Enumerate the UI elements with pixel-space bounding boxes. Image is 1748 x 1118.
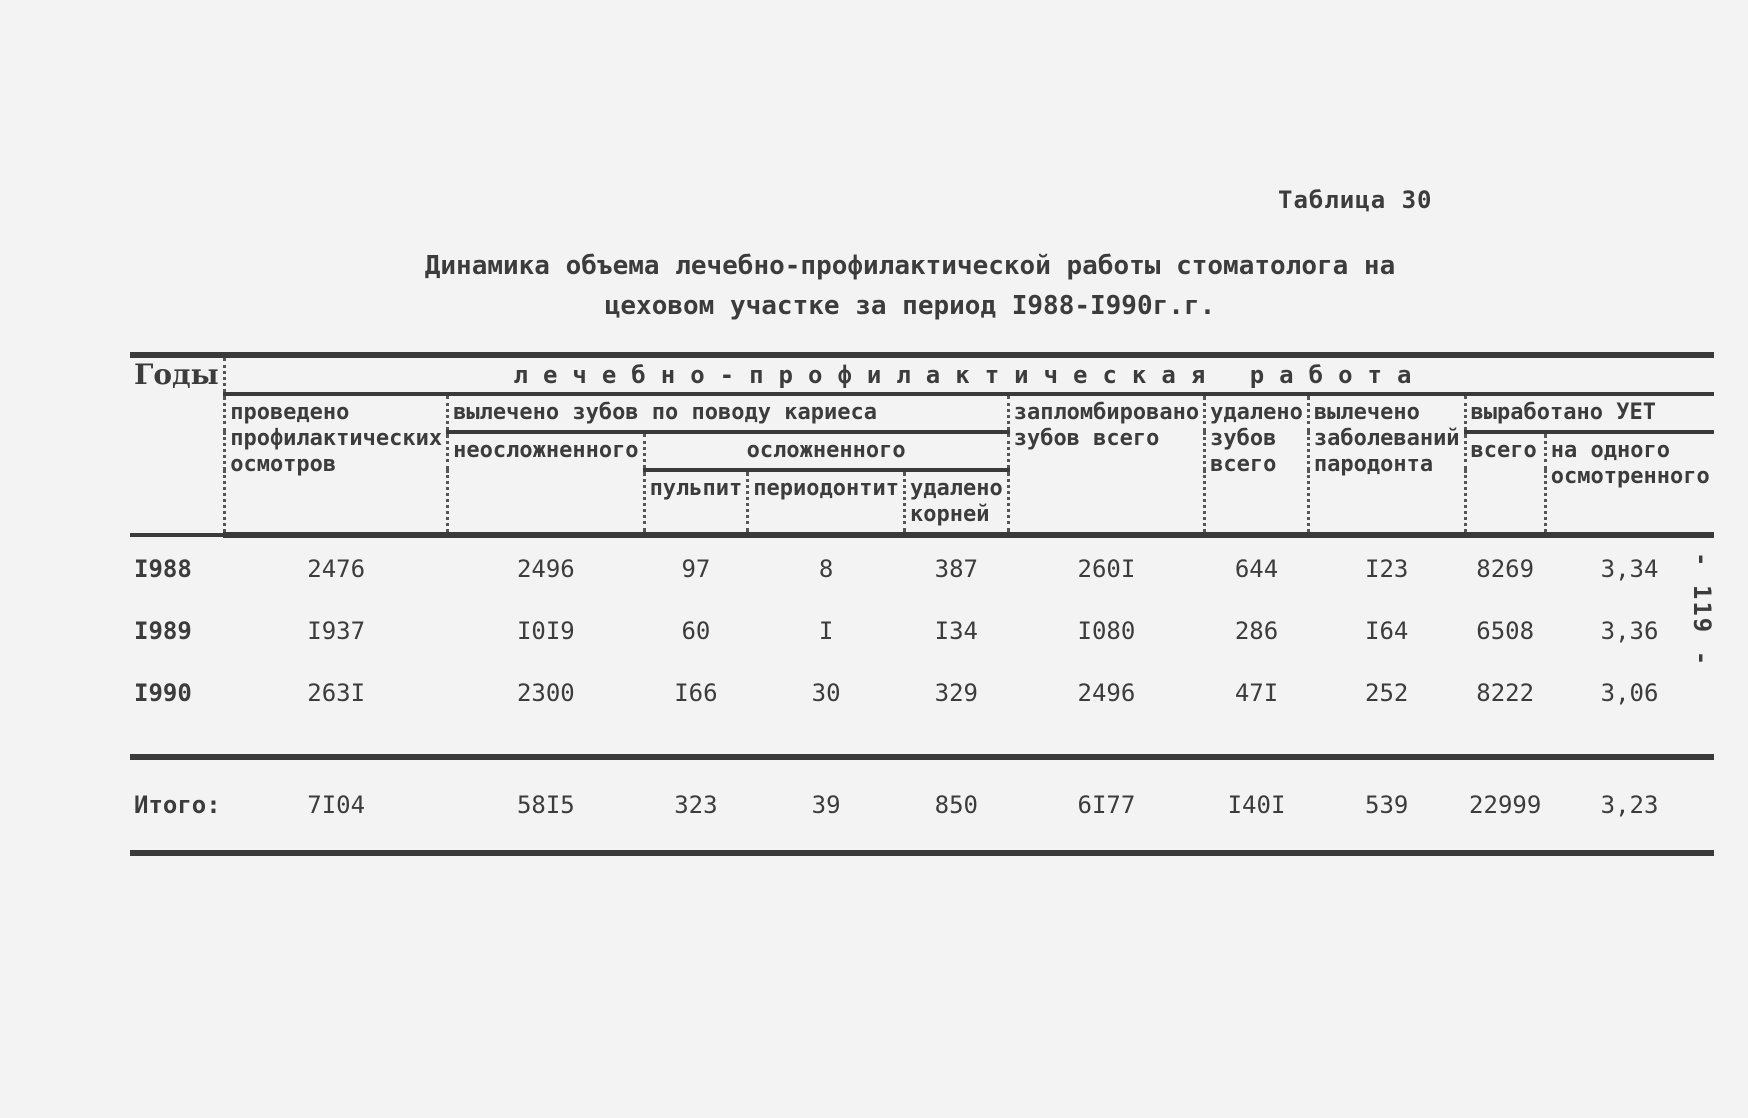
cell-roots: 387 xyxy=(934,555,979,583)
header-years: Годы xyxy=(130,355,225,535)
cell-uncomplicated: 2300 xyxy=(516,679,575,707)
table-row xyxy=(130,600,1714,662)
table-title-line-2: цеховом участке за период I988-I990г.г. xyxy=(604,291,1216,321)
cell-total-roots: 850 xyxy=(904,757,1008,853)
table-row xyxy=(130,535,1714,600)
cell-year: I989 xyxy=(134,617,192,645)
cell-filled: I080 xyxy=(1077,617,1136,645)
cell-total-uet-per: 3,23 xyxy=(1545,757,1713,853)
data-table xyxy=(130,352,1714,856)
cell-periodont: I64 xyxy=(1365,617,1409,645)
header-section: лечебно-профилактическая работа xyxy=(225,355,1714,394)
cell-pulpitis: 60 xyxy=(681,617,711,645)
header-uet-per: на одного осмотренного xyxy=(1545,432,1713,535)
cell-periodont: 252 xyxy=(1365,679,1409,707)
cell-uncomplicated: I0I9 xyxy=(516,617,575,645)
cell-pulpitis: 97 xyxy=(681,555,711,583)
cell-uet-per: 3,34 xyxy=(1600,555,1659,583)
page-number: - 119 - xyxy=(1688,552,1716,668)
table-row xyxy=(130,662,1714,724)
table-title-line-1: Динамика объема лечебно-профилактической работы стоматолога на xyxy=(424,251,1396,281)
cell-total-pulpitis: 323 xyxy=(644,757,748,853)
cell-extracted: 644 xyxy=(1234,555,1279,583)
cell-uncomplicated: 2496 xyxy=(516,555,575,583)
cell-total-uet: 22999 xyxy=(1465,757,1545,853)
cell-exams: 263I xyxy=(307,679,366,707)
cell-periodontitis: 30 xyxy=(811,679,841,707)
cell-extracted: 286 xyxy=(1234,617,1279,645)
header-uncomplicated: неосложненного xyxy=(448,432,644,535)
cell-roots: 329 xyxy=(934,679,979,707)
header-periodont: вылечено заболеваний пародонта xyxy=(1308,394,1465,535)
header-periodontitis: периодонтит xyxy=(748,470,905,535)
cell-exams: I937 xyxy=(307,617,366,645)
cell-total-periodont: 539 xyxy=(1308,757,1465,853)
cell-roots: I34 xyxy=(934,617,979,645)
cell-filled: 260I xyxy=(1077,555,1136,583)
cell-total-extracted: I40I xyxy=(1205,757,1309,853)
header-roots-removed: удалено корней xyxy=(904,470,1008,535)
header-pulpitis: пульпит xyxy=(644,470,748,535)
table-title xyxy=(330,246,1490,326)
cell-year: I990 xyxy=(134,679,192,707)
total-row xyxy=(130,757,1714,853)
cell-pulpitis: I66 xyxy=(674,679,718,707)
cell-uet-per: 3,06 xyxy=(1600,679,1659,707)
header-extracted: удалено зубов всего xyxy=(1205,394,1309,535)
cell-uet-total: 8269 xyxy=(1476,555,1535,583)
header-caries-group: вылечено зубов по поводу кариеса xyxy=(448,394,1009,432)
spacer-row xyxy=(130,724,1714,757)
cell-uet-total: 6508 xyxy=(1476,617,1535,645)
spacer-cell xyxy=(130,724,1714,757)
cell-exams: 2476 xyxy=(307,555,366,583)
cell-uet-per: 3,36 xyxy=(1600,617,1659,645)
table-number: Таблица 30 xyxy=(1278,186,1433,214)
cell-total-label: Итого: xyxy=(130,757,225,853)
cell-periodont: I23 xyxy=(1365,555,1409,583)
header-filled: запломбировано зубов всего xyxy=(1008,394,1204,535)
cell-uet-total: 8222 xyxy=(1476,679,1535,707)
cell-extracted: 47I xyxy=(1234,679,1279,707)
header-uet-group: выработано УЕТ xyxy=(1465,394,1714,432)
header-complicated: осложненного xyxy=(644,432,1008,470)
cell-total-periodontitis: 39 xyxy=(748,757,905,853)
cell-periodontitis: I xyxy=(818,617,834,645)
cell-periodontitis: 8 xyxy=(818,555,834,583)
cell-total-exams: 7I04 xyxy=(225,757,448,853)
cell-total-filled: 6I77 xyxy=(1008,757,1204,853)
header-uet-total: всего xyxy=(1465,432,1545,535)
cell-total-uncomplicated: 58I5 xyxy=(448,757,644,853)
cell-filled: 2496 xyxy=(1077,679,1136,707)
header-prof-exams: проведено профилактических осмотров xyxy=(225,394,448,535)
cell-year: I988 xyxy=(134,554,192,583)
